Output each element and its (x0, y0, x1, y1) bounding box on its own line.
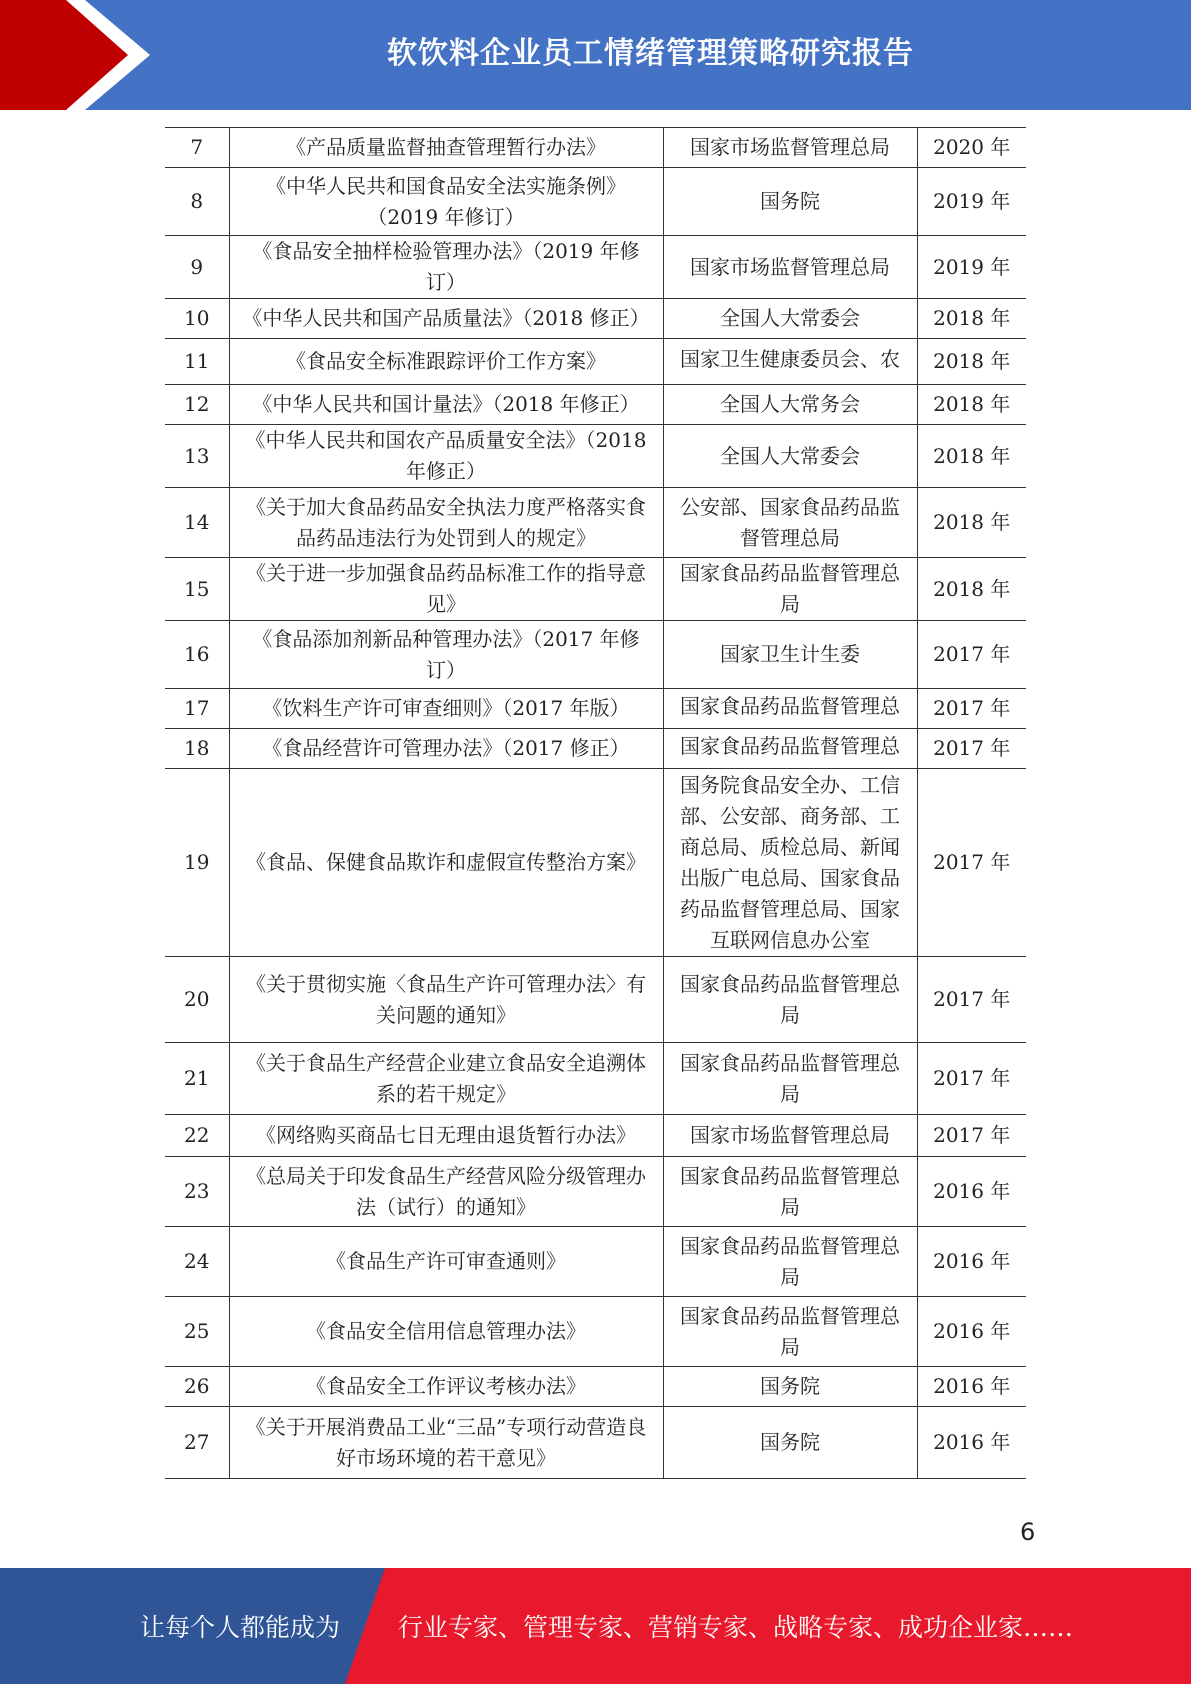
table-row (165, 1297, 1026, 1367)
table-row (165, 1043, 1026, 1115)
issuing-department: 国家食品药品监督管理总局 (663, 1157, 917, 1227)
row-number: 26 (165, 1367, 229, 1407)
regulation-name: 《关于开展消费品工业“三品”专项行动营造良好市场环境的若干意见》 (229, 1407, 663, 1479)
issuing-department-text: 国家卫生健康委员会、农 (680, 347, 900, 371)
row-number: 15 (165, 558, 229, 621)
regulation-name: 《关于加大食品药品安全执法力度严格落实食品药品违法行为处罚到人的规定》 (229, 488, 663, 558)
table-row (165, 168, 1026, 236)
regulation-name: 《食品生产许可审查通则》 (229, 1227, 663, 1297)
table-row (165, 425, 1026, 488)
table-row (165, 488, 1026, 558)
report-title: 软饮料企业员工情绪管理策略研究报告 (387, 36, 914, 71)
row-number: 18 (165, 729, 229, 769)
regulation-name: 《中华人民共和国产品质量法》（2018 修正） (229, 299, 663, 339)
row-number: 14 (165, 488, 229, 558)
table-row (165, 621, 1026, 689)
issuing-department: 国家市场监督管理总局 (663, 128, 917, 168)
regulation-name: 《关于进一步加强食品药品标准工作的指导意见》 (229, 558, 663, 621)
regulation-name: 《总局关于印发食品生产经营风险分级管理办法（试行）的通知》 (229, 1157, 663, 1227)
row-number: 23 (165, 1157, 229, 1227)
table-row (165, 385, 1026, 425)
issue-year: 2017 年 (917, 1115, 1026, 1157)
row-number: 24 (165, 1227, 229, 1297)
page-header (0, 0, 1191, 110)
row-number: 16 (165, 621, 229, 689)
issuing-department (663, 729, 917, 769)
regulation-name: 《产品质量监督抽查管理暂行办法》 (229, 128, 663, 168)
regulation-name: 《饮料生产许可审查细则》（2017 年版） (229, 689, 663, 729)
issue-year: 2017 年 (917, 729, 1026, 769)
row-number: 7 (165, 128, 229, 168)
regulation-name: 《食品安全标准跟踪评价工作方案》 (229, 339, 663, 385)
regulation-name: 《网络购买商品七日无理由退货暂行办法》 (229, 1115, 663, 1157)
issuing-department: 全国人大常委会 (663, 425, 917, 488)
table-row (165, 1115, 1026, 1157)
issuing-department-text: 国家食品药品监督管理总 (680, 694, 900, 718)
issuing-department: 国家食品药品监督管理总局 (663, 1297, 917, 1367)
issuing-department: 国务院 (663, 1367, 917, 1407)
regulation-name: 《食品添加剂新品种管理办法》（2017 年修订） (229, 621, 663, 689)
issue-year: 2016 年 (917, 1407, 1026, 1479)
issue-year: 2016 年 (917, 1157, 1026, 1227)
row-number: 12 (165, 385, 229, 425)
table-row (165, 957, 1026, 1043)
regulations-table (165, 127, 1026, 1479)
issuing-department: 国家食品药品监督管理总局 (663, 1043, 917, 1115)
regulation-name: 《食品经营许可管理办法》（2017 修正） (229, 729, 663, 769)
issue-year: 2016 年 (917, 1297, 1026, 1367)
issuing-department: 国务院 (663, 168, 917, 236)
table-row (165, 1157, 1026, 1227)
row-number: 20 (165, 957, 229, 1043)
issue-year: 2018 年 (917, 299, 1026, 339)
table-row (165, 769, 1026, 957)
footer-slogan-left: 让每个人都能成为 (140, 1613, 341, 1642)
issue-year: 2017 年 (917, 689, 1026, 729)
row-number: 22 (165, 1115, 229, 1157)
issue-year: 2019 年 (917, 236, 1026, 299)
issuing-department: 国务院 (663, 1407, 917, 1479)
table-row (165, 729, 1026, 769)
issuing-department: 国家食品药品监督管理总局 (663, 558, 917, 621)
row-number: 8 (165, 168, 229, 236)
issuing-department: 国务院食品安全办、工信部、公安部、商务部、工商总局、质检总局、新闻出版广电总局、国家食品药品监督管理总局、国家互联网信息办公室 (663, 769, 917, 957)
issuing-department: 公安部、国家食品药品监督管理总局 (663, 488, 917, 558)
regulation-name: 《关于贯彻实施〈食品生产许可管理办法〉有关问题的通知》 (229, 957, 663, 1043)
regulation-name: 《关于食品生产经营企业建立食品安全追溯体系的若干规定》 (229, 1043, 663, 1115)
regulation-name: 《中华人民共和国农产品质量安全法》（2018 年修正） (229, 425, 663, 488)
table-row (165, 299, 1026, 339)
footer-slogan-right: 行业专家、管理专家、营销专家、战略专家、成功企业家…… (398, 1613, 1074, 1642)
issue-year: 2018 年 (917, 488, 1026, 558)
regulation-name: 《中华人民共和国食品安全法实施条例》（2019 年修订） (229, 168, 663, 236)
issue-year: 2019 年 (917, 168, 1026, 236)
table-row (165, 558, 1026, 621)
regulation-name: 《食品、保健食品欺诈和虚假宣传整治方案》 (229, 769, 663, 957)
row-number: 25 (165, 1297, 229, 1367)
issue-year: 2017 年 (917, 957, 1026, 1043)
table-row (165, 1227, 1026, 1297)
regulation-name: 《食品安全抽样检验管理办法》（2019 年修订） (229, 236, 663, 299)
table-row (165, 236, 1026, 299)
issuing-department (663, 689, 917, 729)
table-row (165, 1367, 1026, 1407)
table-row (165, 339, 1026, 385)
table-row (165, 128, 1026, 168)
table-row (165, 689, 1026, 729)
issue-year: 2017 年 (917, 621, 1026, 689)
issue-year: 2018 年 (917, 339, 1026, 385)
issuing-department: 国家食品药品监督管理总局 (663, 957, 917, 1043)
row-number: 13 (165, 425, 229, 488)
issuing-department: 国家市场监督管理总局 (663, 236, 917, 299)
issue-year: 2017 年 (917, 769, 1026, 957)
issue-year: 2017 年 (917, 1043, 1026, 1115)
issue-year: 2016 年 (917, 1227, 1026, 1297)
issue-year: 2018 年 (917, 425, 1026, 488)
regulation-name: 《食品安全信用信息管理办法》 (229, 1297, 663, 1367)
row-number: 10 (165, 299, 229, 339)
regulation-name: 《中华人民共和国计量法》（2018 年修正） (229, 385, 663, 425)
page-footer (0, 1568, 1191, 1684)
row-number: 9 (165, 236, 229, 299)
page-number: 6 (1020, 1518, 1036, 1546)
issue-year: 2020 年 (917, 128, 1026, 168)
row-number: 17 (165, 689, 229, 729)
regulation-name: 《食品安全工作评议考核办法》 (229, 1367, 663, 1407)
issuing-department: 国家卫生计生委 (663, 621, 917, 689)
issuing-department: 国家食品药品监督管理总局 (663, 1227, 917, 1297)
issue-year: 2018 年 (917, 558, 1026, 621)
issuing-department-text: 国家食品药品监督管理总 (680, 734, 900, 758)
issuing-department: 全国人大常务会 (663, 385, 917, 425)
row-number: 19 (165, 769, 229, 957)
issue-year: 2018 年 (917, 385, 1026, 425)
table-row (165, 1407, 1026, 1479)
issue-year: 2016 年 (917, 1367, 1026, 1407)
issuing-department: 全国人大常委会 (663, 299, 917, 339)
row-number: 27 (165, 1407, 229, 1479)
row-number: 21 (165, 1043, 229, 1115)
issuing-department: 国家市场监督管理总局 (663, 1115, 917, 1157)
row-number: 11 (165, 339, 229, 385)
issuing-department (663, 339, 917, 385)
